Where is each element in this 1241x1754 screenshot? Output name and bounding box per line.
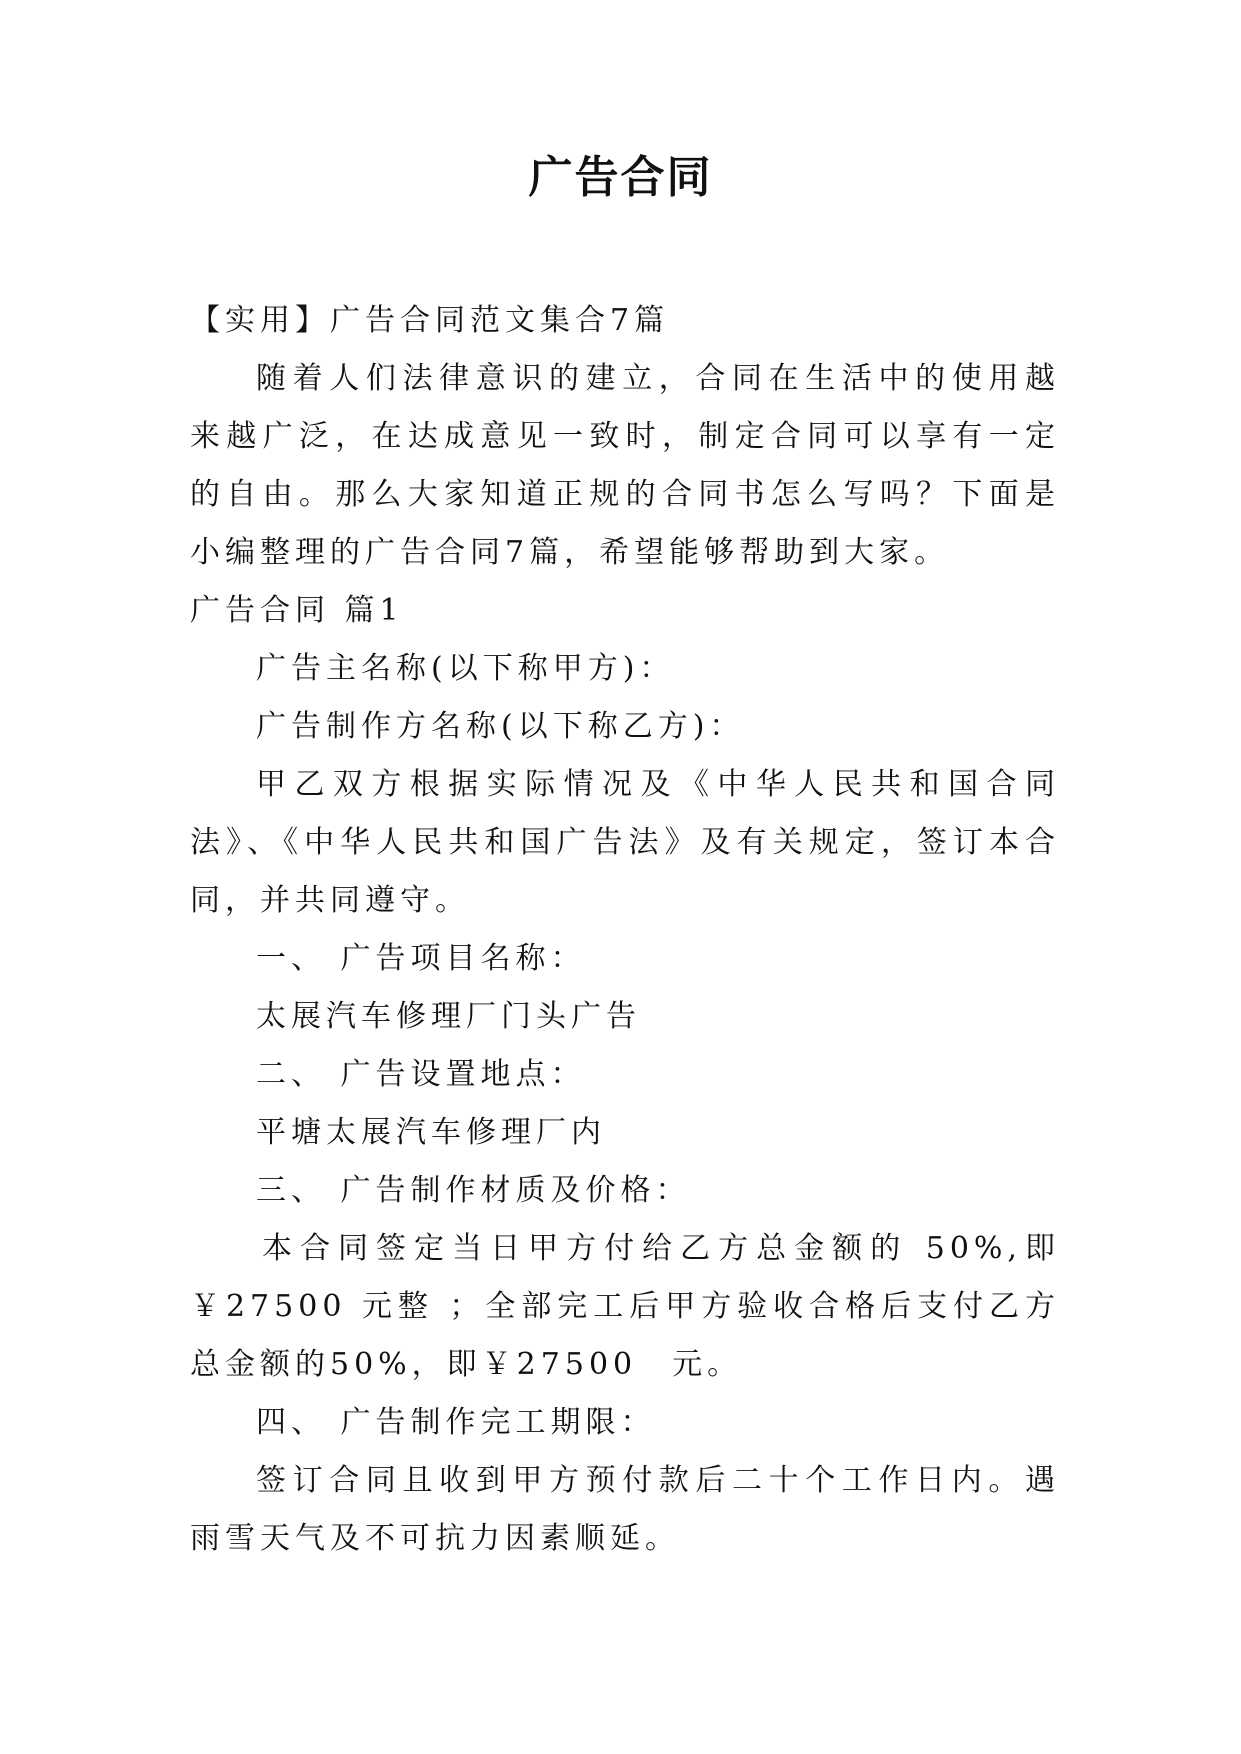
section-heading: 广告合同 篇1 [190, 593, 404, 628]
paragraph-party-b: 广告制作方名称(以下称乙方)： [256, 709, 745, 744]
paragraph-subtitle: 【实用】广告合同范文集合7篇 [190, 303, 670, 338]
clause-heading-2: 二、 广告设置地点： [256, 1057, 586, 1092]
clause-text-2: 平塘太展汽车修理厂内 [256, 1115, 606, 1150]
document-body [190, 292, 1060, 1568]
clause-text-3: 本合同签定当日甲方付给乙方总金额的 50%,即￥27500 元整 ；全部完工后甲方验收合格后支付乙方总金额的50%，即￥27500 元。 [190, 1231, 1060, 1382]
paragraph-agreement: 甲乙双方根据实际情况及《中华人民共和国合同法》、《中华人民共和国广告法》及有关规定，签订本合同，并共同遵守。 [190, 767, 1060, 918]
clause-heading-1: 一、 广告项目名称： [256, 941, 586, 976]
paragraph-party-a: 广告主名称(以下称甲方)： [256, 651, 675, 686]
clause-heading-4: 四、 广告制作完工期限： [256, 1405, 656, 1440]
clause-text-4: 签订合同且收到甲方预付款后二十个工作日内。遇雨雪天气及不可抗力因素顺延。 [190, 1463, 1060, 1556]
document-title: 广告合同 [528, 152, 713, 203]
clause-text-1: 太展汽车修理厂门头广告 [256, 999, 641, 1034]
clause-heading-3: 三、 广告制作材质及价格： [256, 1173, 691, 1208]
paragraph-intro: 随着人们法律意识的建立，合同在生活中的使用越来越广泛，在达成意见一致时，制定合同可以享有一定的自由。那么大家知道正规的合同书怎么写吗？下面是小编整理的广告合同7篇，希望能够帮助到大家。 [190, 361, 1060, 570]
